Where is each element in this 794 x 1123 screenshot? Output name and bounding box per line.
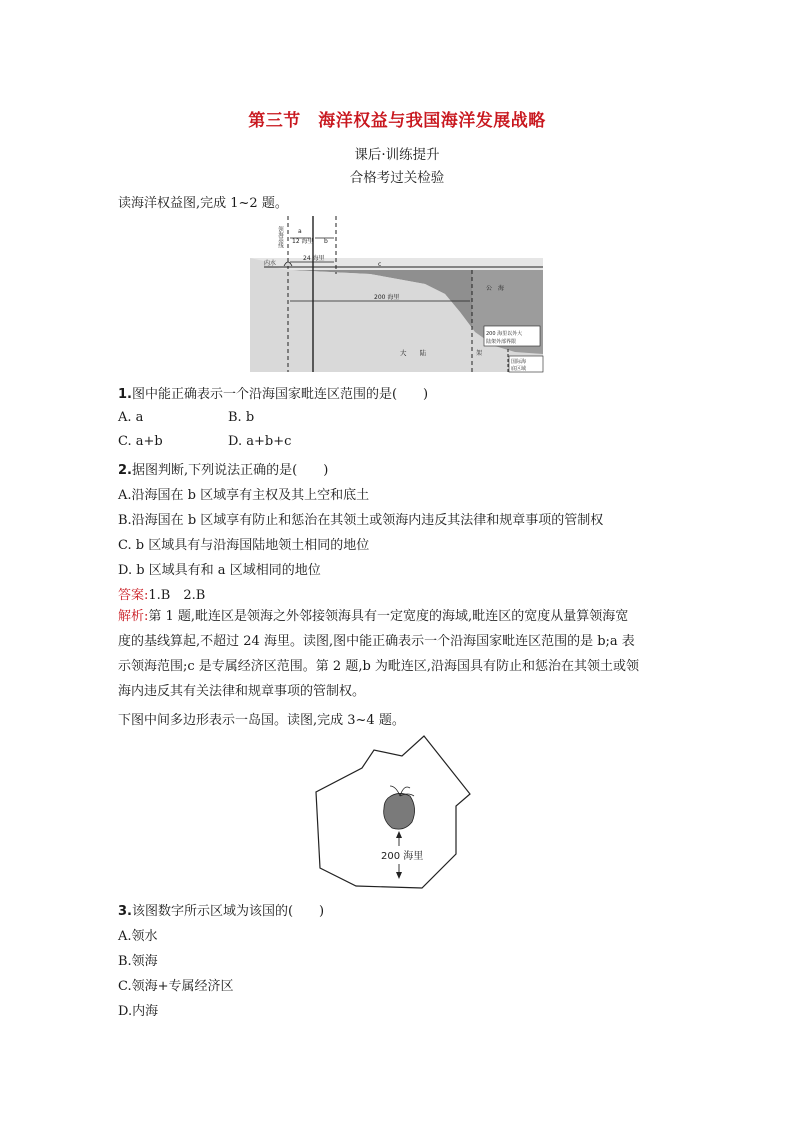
island-nation-figure	[312, 734, 482, 890]
q1-option-c[interactable]: C. a+b	[118, 434, 163, 449]
subtitle-practice: 课后·训练提升	[354, 147, 440, 163]
intro-1-2: 读海洋权益图,完成 1~2 题。	[118, 196, 288, 211]
answer-text: 1.B 2.B	[148, 588, 206, 603]
q2-option-d[interactable]: D. b 区域具有和 a 区域相同的地位	[118, 563, 321, 578]
label-c: c	[378, 261, 382, 268]
q3-option-b[interactable]: B.领海	[118, 954, 158, 969]
q1-option-a[interactable]: A. a	[118, 410, 144, 425]
label-12nm: 12 海里	[292, 238, 314, 245]
q2-stem: 2.据图判断,下列说法正确的是( )	[118, 463, 329, 478]
analysis-line-2: 度的基线算起,不超过 24 海里。读图,图中能正确表示一个沿海国家毗连区范围的是 b;a 表	[118, 634, 635, 649]
label-shelf-line1: 200 海里以外大	[486, 331, 523, 337]
label-200nm: 200 海里	[374, 294, 400, 301]
baseline-label: 领海基线	[277, 226, 283, 248]
label-seabed-line2: 底区域	[511, 366, 527, 372]
ocean-rights-figure	[250, 214, 545, 374]
analysis-block	[118, 604, 678, 704]
q1-option-b[interactable]: B. b	[228, 410, 255, 425]
q1-option-d[interactable]: D. a+b+c	[228, 434, 292, 449]
label-shelf: 架	[476, 350, 483, 357]
label-shelf-line2: 陆架外部界限	[486, 339, 517, 345]
label-high-sea: 公 海	[486, 285, 505, 292]
q3-option-c[interactable]: C.领海+专属经济区	[118, 979, 234, 994]
q2-option-b[interactable]: B.沿海国在 b 区域享有防止和惩治在其领土或领海内违反其法律和规章事项的管制权	[118, 513, 604, 528]
q1-stem: 1.图中能正确表示一个沿海国家毗连区范围的是( )	[118, 387, 429, 402]
q2-option-c[interactable]: C. b 区域具有与沿海国陆地领土相同的地位	[118, 538, 370, 553]
q2-option-a[interactable]: A.沿海国在 b 区域享有主权及其上空和底土	[118, 488, 370, 503]
label-seabed-line1: 国际海	[511, 359, 527, 365]
answer-line	[118, 584, 205, 603]
analysis-line-4: 海内违反其有关法律和规章事项的管制权。	[118, 684, 366, 699]
answer-label: 答案:	[118, 588, 149, 603]
q3-option-d[interactable]: D.内海	[118, 1004, 159, 1019]
q3-stem: 3.该图数字所示区域为该国的( )	[118, 904, 325, 919]
label-continent: 大 陆	[400, 349, 426, 357]
intro-3-4: 下图中间多边形表示一岛国。读图,完成 3~4 题。	[118, 713, 405, 728]
analysis-line-3: 示领海范围;c 是专属经济区范围。第 2 题,b 为毗连区,沿海国具有防止和惩治在其领土或领	[118, 659, 640, 674]
label-a: a	[298, 228, 302, 235]
page-title: 第三节 海洋权益与我国海洋发展战略	[248, 111, 546, 131]
analysis-line-1: 解析:第 1 题,毗连区是领海之外邻接领海具有一定宽度的海域,毗连区的宽度从量算领海宽	[118, 609, 629, 624]
q3-option-a[interactable]: A.领水	[118, 929, 158, 944]
subtitle-level: 合格考过关检验	[349, 170, 445, 186]
label-24nm: 24 海里	[303, 255, 325, 262]
label-200nm-island: 200 海里	[381, 851, 424, 862]
label-internal-waters: 内水	[264, 260, 277, 267]
label-b: b	[324, 238, 328, 245]
